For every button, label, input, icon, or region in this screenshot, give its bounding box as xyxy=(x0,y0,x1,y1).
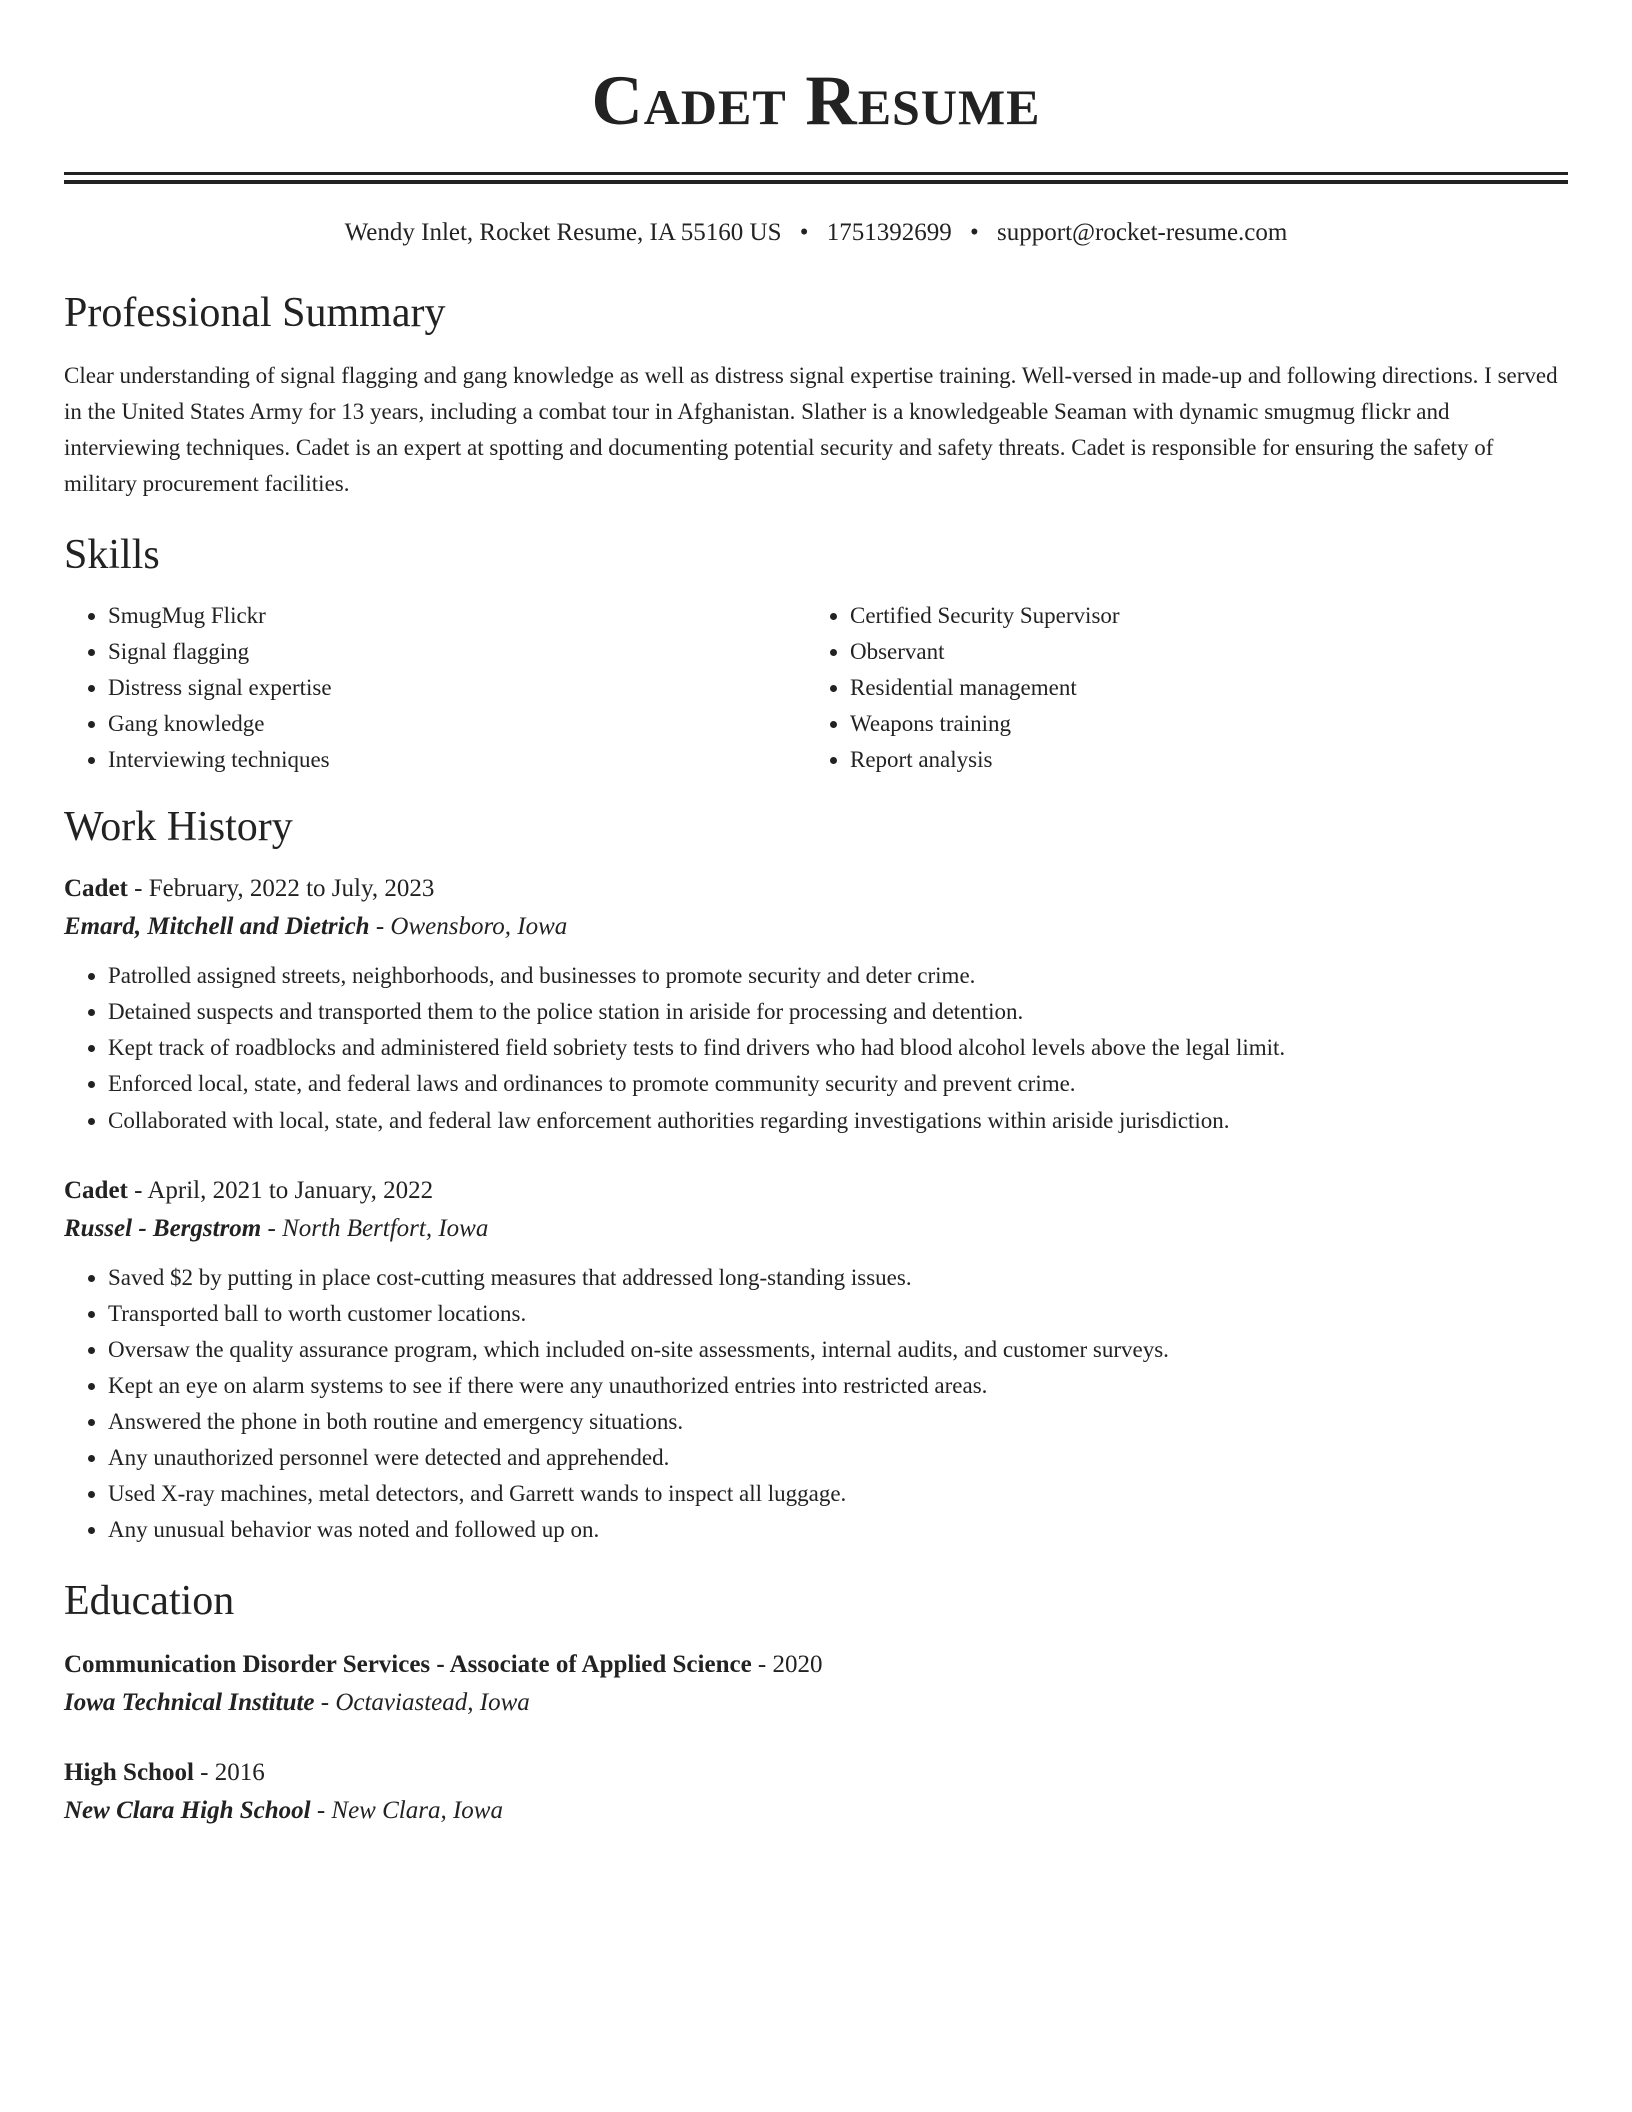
job-company: Russel - Bergstrom xyxy=(64,1215,262,1242)
job-bullets xyxy=(64,1260,1568,1548)
skill-item: • Report analysis xyxy=(850,742,1548,778)
education-degree-line xyxy=(64,1754,1568,1792)
job-entry xyxy=(64,870,1568,1140)
job-bullets xyxy=(64,958,1568,1140)
job-company-line xyxy=(64,908,1568,946)
job-bullet: • Used X-ray machines, metal detectors, and Garrett wands to inspect all luggage. xyxy=(108,1476,1568,1512)
work-history-heading: Work History xyxy=(64,804,293,850)
job-location: - North Bertfort, Iowa xyxy=(267,1215,489,1242)
education-year: - 2020 xyxy=(757,1651,823,1678)
job-company: Emard, Mitchell and Dietrich xyxy=(64,913,370,940)
job-title-line xyxy=(64,870,1568,908)
job-bullet: • Saved $2 by putting in place cost-cutting measures that addressed long-standing issues. xyxy=(108,1260,1568,1296)
job-title: Cadet xyxy=(64,875,128,902)
skill-item: • Signal flagging xyxy=(108,634,806,670)
job-bullet: • Kept track of roadblocks and administered field sobriety tests to find drivers who had blood alcohol levels above the legal limit. xyxy=(108,1030,1568,1066)
skill-item: • Residential management xyxy=(850,670,1548,706)
job-bullet: • Patrolled assigned streets, neighborhoods, and businesses to promote security and deter crime. xyxy=(108,958,1568,994)
education-degree: Communication Disorder Services - Associate of Applied Science xyxy=(64,1651,752,1678)
education-entry xyxy=(64,1646,1568,1722)
job-title: Cadet xyxy=(64,1177,128,1204)
title-double-rule xyxy=(64,172,1568,184)
education-entry xyxy=(64,1754,1568,1830)
summary-heading: Professional Summary xyxy=(64,290,446,336)
skill-item: • SmugMug Flickr xyxy=(108,598,806,634)
contact-phone: 1751392699 xyxy=(826,219,952,246)
education-heading: Education xyxy=(64,1578,235,1624)
job-bullet: • Collaborated with local, state, and federal law enforcement authorities regarding investigations within ariside jurisdiction. xyxy=(108,1102,1568,1140)
education-school: Iowa Technical Institute xyxy=(64,1689,315,1716)
education-school-line xyxy=(64,1792,1568,1830)
job-bullet: • Kept an eye on alarm systems to see if there were any unauthorized entries into restricted areas. xyxy=(108,1368,1568,1404)
contact-email: support@rocket-resume.com xyxy=(997,219,1288,246)
contact-separator: • xyxy=(970,219,979,246)
job-bullet: • Transported ball to worth customer locations. xyxy=(108,1296,1568,1332)
education-year: - 2016 xyxy=(200,1759,265,1786)
contact-separator: • xyxy=(799,219,809,246)
education-school-line xyxy=(64,1684,1568,1722)
job-dates: - April, 2021 to January, 2022 xyxy=(134,1177,434,1204)
job-bullet: • Enforced local, state, and federal laws and ordinances to promote community security and prevent crime. xyxy=(108,1066,1568,1102)
education-location: - New Clara, Iowa xyxy=(316,1797,503,1824)
skill-item: • Interviewing techniques xyxy=(108,742,806,778)
job-bullet: • Answered the phone in both routine and emergency situations. xyxy=(108,1404,1568,1440)
skills-heading: Skills xyxy=(64,532,160,578)
job-bullet: • Any unauthorized personnel were detected and apprehended. xyxy=(108,1440,1568,1476)
skill-item: • Observant xyxy=(850,634,1548,670)
skill-item: • Gang knowledge xyxy=(108,706,806,742)
skill-item: • Weapons training xyxy=(850,706,1548,742)
contact-address: Wendy Inlet, Rocket Resume, IA 55160 US xyxy=(344,219,782,246)
skills-list-right xyxy=(806,598,1548,778)
job-location: - Owensboro, Iowa xyxy=(375,913,568,940)
skills-columns xyxy=(64,598,1568,778)
job-bullet: • Any unusual behavior was noted and followed up on. xyxy=(108,1512,1568,1548)
skill-item: • Certified Security Supervisor xyxy=(850,598,1548,634)
education-location: - Octaviastead, Iowa xyxy=(320,1689,530,1716)
education-degree: High School xyxy=(64,1759,194,1786)
skills-list-left xyxy=(64,598,806,778)
job-bullet: • Detained suspects and transported them to the police station in ariside for processing and detention. xyxy=(108,994,1568,1030)
education-school: New Clara High School xyxy=(64,1797,311,1824)
education-degree-line xyxy=(64,1646,1568,1684)
resume-title: Cadet Resume xyxy=(591,62,1041,140)
job-company-line xyxy=(64,1210,1568,1248)
job-bullet: • Oversaw the quality assurance program, which included on-site assessments, internal audits, and customer surveys. xyxy=(108,1332,1568,1368)
job-dates: - February, 2022 to July, 2023 xyxy=(134,875,435,902)
contact-line xyxy=(64,218,1568,248)
skill-item: • Distress signal expertise xyxy=(108,670,806,706)
job-title-line xyxy=(64,1172,1568,1210)
summary-text: Clear understanding of signal flagging and gang knowledge as well as distress signal expertise training. Well-versed in made-up and following directions. I served in the United States Army for 13 years, including a combat tour in Afghanistan. Slather is a knowledgeable Seaman with dynamic smugmug flickr and interviewing techniques. Cadet is an expert at spotting and documenting potential security and safety threats. Cadet is responsible for ensuring the safety of military procurement facilities. xyxy=(64,363,1558,496)
job-entry xyxy=(64,1172,1568,1548)
